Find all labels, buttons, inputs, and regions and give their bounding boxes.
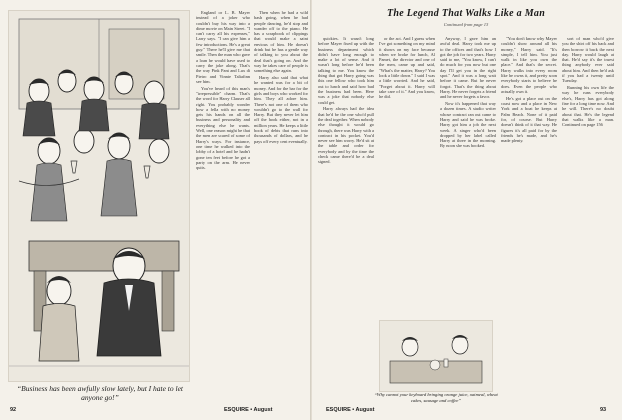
office-party-cartoon [9,11,189,381]
right-masthead: ESQUIRE • August [326,407,375,413]
secondary-cartoon [379,320,493,392]
paragraph: or the act. And I guess when I've got something on my mind it shows on my face because when we broke for lunch, Al Pamet, the director and one of the men, came up and said, "What's the matter, Harry? You look a little down." I said I was a little worried. And he said, "Forget about it. Harry will take care of it." And you know, he did. [379,36,435,100]
right-page-column-1 [318,36,374,418]
continued-note: Continued from page 13 [443,22,489,27]
paragraph: Then when he had a wild bash going, when he had people dancing, he'd stop and wander off to the piano. He has a scrapbook of clippings that would make a saint envious of him. He doesn't drink but he has a gentle way of talking to you about the deal that's going on. And the way he takes care of people is something else again. [254,10,308,74]
cartoon-illustration [8,10,190,382]
left-page-column-1 [196,10,250,392]
paragraph: "You don't know why Mayer couldn't show around all his money," Harry said. "It's simple, I tell him. You just walk in like you own the place." And that's the secret. Harry walks into every room like he owns it, and pretty soon everybody starts to believe he does. Even the people who actually own it. [501,36,557,94]
paragraph: Harry also said that what he wanted was for a bit of money. And for the bar for the girls and boys who worked for him. They all adore him. There's not one of them who wouldn't go to the wall for Harry. But they never let him off the hook either, not in a million years. He keeps a little book of debts that runs into thousands of dollars, and he pays off every cent eventually. [254,75,308,144]
right-page-column-5 [562,36,614,418]
right-page-column-2 [379,36,435,318]
paragraph: Running his own life the way he runs everybody else's, Harry has got along fine for a long time now. And he will. There's no doubt about that. He's the legend that walks like a man. Continued on page 156 [562,85,614,128]
paragraph: quickies. It wasn't long before Mayer fixed up with the business department which didn't have long enough to make a lot of sense. And it wasn't long before he'd been talking to me. You know the thing that got Harry going was this one fellow who took him out to lunch and said how bad the business had been. Here was a joke that nobody else could get. [318,36,374,105]
paragraph: sort of man who'd give you the shirt off his back and then borrow it back the next day. Harry would laugh at that. He'd say it's the truest thing anybody ever said about him. And then he'd ask if you had a twenty until Tuesday. [562,36,614,84]
left-page-number: 92 [10,407,17,413]
main-cartoon-caption: “Business has been awfully slow lately, but I hate to let anyone go!” [16,384,184,402]
paragraph: You've heard of this man's "irrepressible" charm. That's the word for Harry Clauser all right. You probably wonder how a fella with no money gets his hands on all the business and personality and everything else he wants. Well, one reason might be that the men are scared of some of Harry's ways. For instance, one time he walked into the lobby of a hotel and he hadn't gone ten feet before he got a party on the arm. He never quits. [196,85,250,171]
breakfast-cartoon [380,321,492,391]
paragraph: Now it's happened that way a dozen times. A studio writer whose contract ran out came to Harry and said he was broke. Harry got him a job the next week. A singer who'd been dropped by her label called Harry at three in the morning. By noon she was booked. [440,101,496,149]
paragraph: He's got a place out on the coast now and a place in New York and a boat he keeps at Palm Beach. None of it paid for, of course. But Harry doesn't think of it that way. He figures it's all paid for by the friends he's made, and he's made plenty. [501,95,557,144]
paragraph: Anyway, I gave him an awful deal. Harry took me up to the offices and that's how I got the job for two years. Harry said to me, "You know, I can't do much for you now but one day I'll get you in the right spot." And it was a long wait before it came. But he never forgot. That's the thing about Harry. He never forgets a friend and he never forgets a favor. [440,36,496,100]
paragraph: England or L. B. Mayer instead of a joker who couldn't buy his way into a dime movie on Main Street. "I can't carry all his expenses," Larry says. "I can give him a few introductions. He's a great guy." There he'll give me that smile. Then the man who gave a loan he would have used to carry the joke along. That's the way Pink Pant and Lux di Pietro and Vinnie Taliafinn see him. [196,10,250,84]
secondary-cartoon-caption: “Why cannot your keyboard bringing orange juice, oatmeal, wheat cakes, sausage and coffee” [374,392,498,403]
left-masthead: ESQUIRE • August [224,407,273,413]
right-page-column-4 [501,36,557,418]
left-page-column-2 [254,10,308,392]
right-page-number: 93 [600,407,607,413]
paragraph: Harry always had the idea that he'd be the one who'd pull the deal together. When nobody else thought it would go through, there was Harry with a contract in his pocket. You'd never see him worry. He'd sit at the table and order for everybody and by the time the check came there'd be a deal signed. [318,106,374,165]
page-gutter [310,0,312,420]
story-title: The Legend That Walks Like a Man [386,8,546,19]
